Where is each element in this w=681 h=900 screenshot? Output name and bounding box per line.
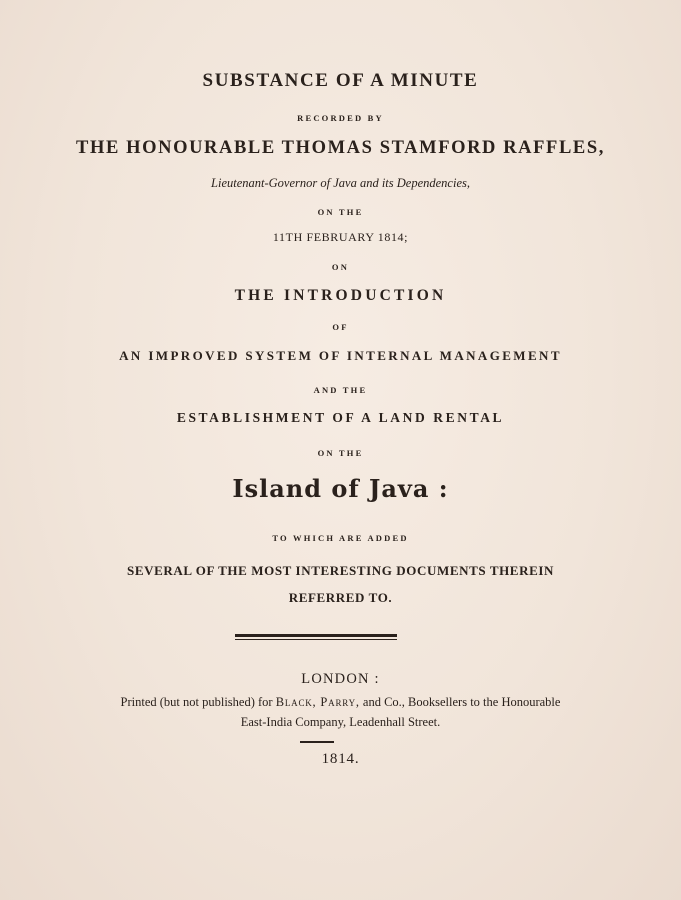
author-name: THE HONOURABLE THOMAS STAMFORD RAFFLES, xyxy=(76,138,605,158)
referred-to: REFERRED TO. xyxy=(288,590,393,605)
documents-line: SEVERAL OF THE MOST INTERESTING DOCUMENTS THEREIN xyxy=(127,563,554,578)
imprint-line1 xyxy=(0,695,681,710)
land-rental: ESTABLISHMENT OF A LAND RENTAL xyxy=(176,410,505,425)
imprint-year: 1814. xyxy=(321,751,360,767)
of: OF xyxy=(332,322,349,332)
main-title: SUBSTANCE OF A MINUTE xyxy=(202,70,479,91)
the-introduction: THE INTRODUCTION xyxy=(234,287,447,304)
imprint-pre: Printed (but not published) for xyxy=(120,695,276,709)
date-line: 11TH FEBRUARY 1814; xyxy=(272,230,409,244)
on-the-2: ON THE xyxy=(317,448,364,458)
recorded-by: RECORDED BY xyxy=(297,113,384,123)
imprint-line2: East-India Company, Leadenhall Street. xyxy=(240,715,441,729)
author-title: Lieutenant-Governor of Java and its Dependencies, xyxy=(211,176,470,190)
imprint-names: Black, Parry, xyxy=(275,695,360,709)
to-which-added: TO WHICH ARE ADDED xyxy=(272,533,409,543)
improved-system: AN IMPROVED SYSTEM OF INTERNAL MANAGEMENT xyxy=(119,348,562,363)
double-rule-divider xyxy=(235,634,397,642)
island-of-java: Island of Java : xyxy=(232,474,449,503)
imprint-place: LONDON : xyxy=(301,671,380,687)
on: ON xyxy=(331,262,350,272)
short-rule xyxy=(300,741,334,743)
imprint-post: and Co., Booksellers to the Honourable xyxy=(359,695,561,709)
and-the: AND THE xyxy=(313,385,368,395)
on-the-1: ON THE xyxy=(317,207,364,217)
